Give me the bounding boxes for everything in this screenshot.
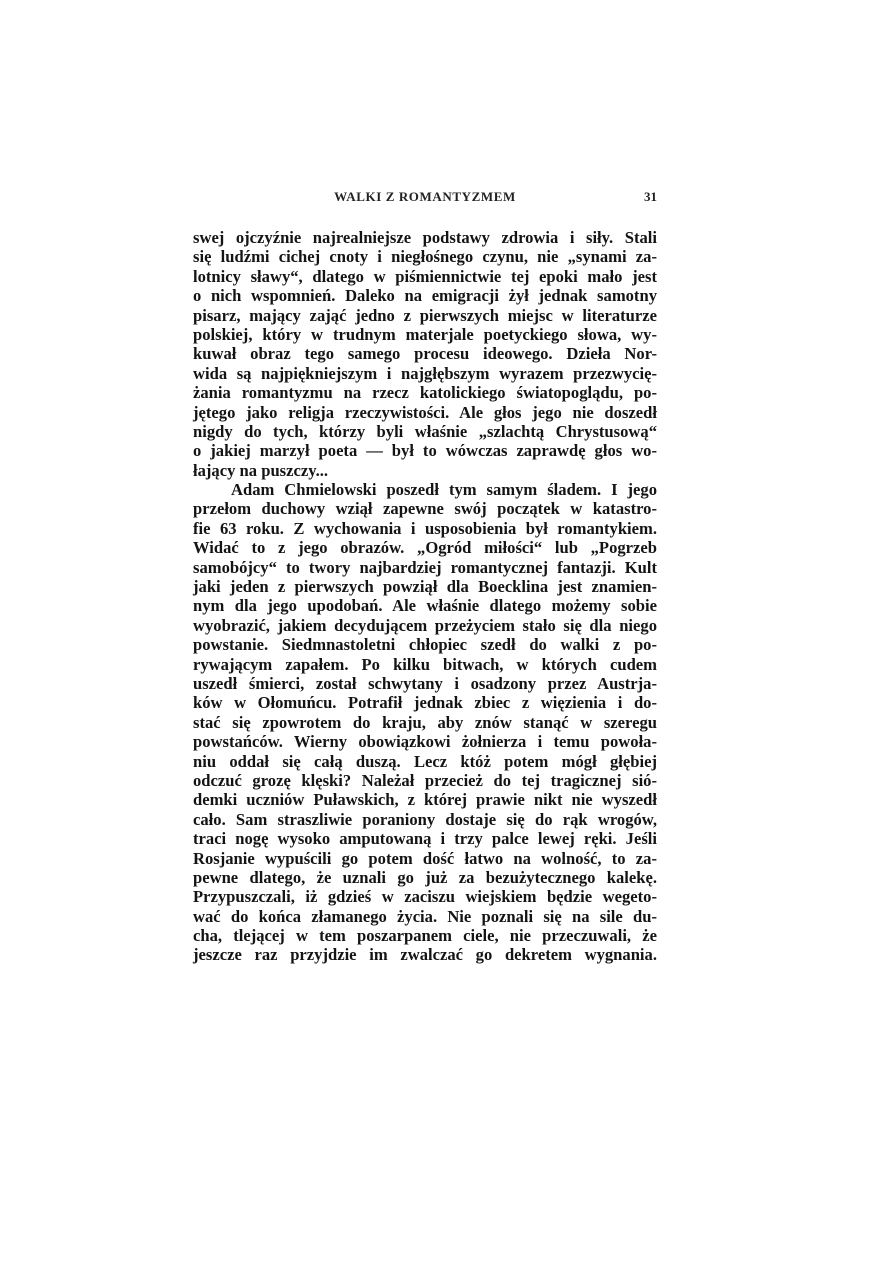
text-line: Rosjanie wypuścili go potem dość łatwo na wolność, to za- [193,848,657,868]
text-line: żania romantyzmu na rzecz katolickiego światopoglądu, po- [193,383,657,403]
text-line: Widać to z jego obrazów. „Ogród miłości“ lub „Pogrzeb [193,538,657,558]
text-line: cha, tlejącej w tem poszarpanem ciele, nie przeczuwali, że [193,926,657,946]
text-line: samobójcy“ to twory najbardziej romantycznej fantazji. Kult [193,557,657,577]
text-line: traci nogę wysoko amputowaną i trzy palce lewej ręki. Jeśli [193,829,657,849]
text-line: demki uczniów Puławskich, z której prawie nikt nie wyszedł [193,790,657,810]
text-line: odczuć grozę klęski? Należał przecież do tej tragicznej sió- [193,770,657,790]
text-line: nym dla jego upodobań. Ale właśnie dlatego możemy sobie [193,596,657,616]
text-line: jeszcze raz przyjdzie im zwalczać go dekretem wygnania. [193,945,657,965]
text-line: pewne dlatego, że uznali go już za bezużytecznego kalekę. [193,867,657,887]
text-line: niu oddał się całą duszą. Lecz któż potem mógł głębiej [193,751,657,771]
text-line: wyobrazić, jakiem decydującem przeżyciem stało się dla niego [193,615,657,635]
text-line: powstanie. Siedmnastoletni chłopiec szedł do walki z po- [193,635,657,655]
text-line: fie 63 roku. Z wychowania i usposobienia był romantykiem. [193,518,657,538]
text-line: nigdy do tych, którzy byli właśnie „szlachtą Chrystusową“ [193,421,657,441]
text-line: łający na puszczy... [193,460,329,480]
text-line: ków w Ołomuńcu. Potrafił jednak zbiec z więzienia i do- [193,693,657,713]
text-line: się ludźmi cichej cnoty i niegłośnego czynu, nie „synami za- [193,247,657,267]
text-line: wida są najpiękniejszym i najgłębszym wyrazem przezwycię- [193,363,657,383]
text-line: wać do końca złamanego życia. Nie poznali się na sile du- [193,906,657,926]
text-line: polskiej, który w trudnym materjale poetyckiego słowa, wy- [193,324,657,344]
text-line: jętego jako religja rzeczywistości. Ale głos jego nie doszedł [193,402,657,422]
text-line: swej ojczyźnie najrealniejsze podstawy zdrowia i siły. Stali [193,228,657,247]
page-number: 31 [644,189,657,204]
text-line: uszedł śmierci, został schwytany i osadzony przez Austrja- [193,673,657,693]
text-line: rywającym zapałem. Po kilku bitwach, w których cudem [193,654,657,674]
text-line: lotnicy sławy“, dlatego w piśmiennictwie tej epoki mało jest [193,266,657,286]
text-line: Przypuszczali, iż gdzieś w zaciszu wiejskiem będzie wegeto- [193,887,657,907]
text-line: kuwał obraz tego samego procesu ideowego. Dzieła Nor- [193,344,657,364]
text-line: cało. Sam straszliwie poraniony dostaje się do rąk wrogów, [193,809,657,829]
running-title: WALKI Z ROMANTYZMEM [334,189,516,204]
text-line: powstańców. Wierny obowiązkowi żołnierza i temu powoła- [193,732,657,752]
text-line: stać się zpowrotem do kraju, aby znów stanąć w szeregu [193,712,657,732]
text-line: o jakiej marzył poeta — był to wówczas zaprawdę głos wo- [193,441,657,461]
running-head [193,189,657,207]
text-line: przełom duchowy wziął zapewne swój początek w katastro- [193,499,657,519]
text-line: jaki jeden z pierwszych powziął dla Boecklina jest znamien- [193,577,657,597]
text-line: pisarz, mający zająć jedno z pierwszych miejsc w literaturze [193,305,657,325]
text-line: o nich wspomnień. Daleko na emigracji żył jednak samotny [193,286,657,306]
text-line: Adam Chmielowski poszedł tym samym śladem. I jego [231,480,657,500]
body-text [193,228,657,965]
